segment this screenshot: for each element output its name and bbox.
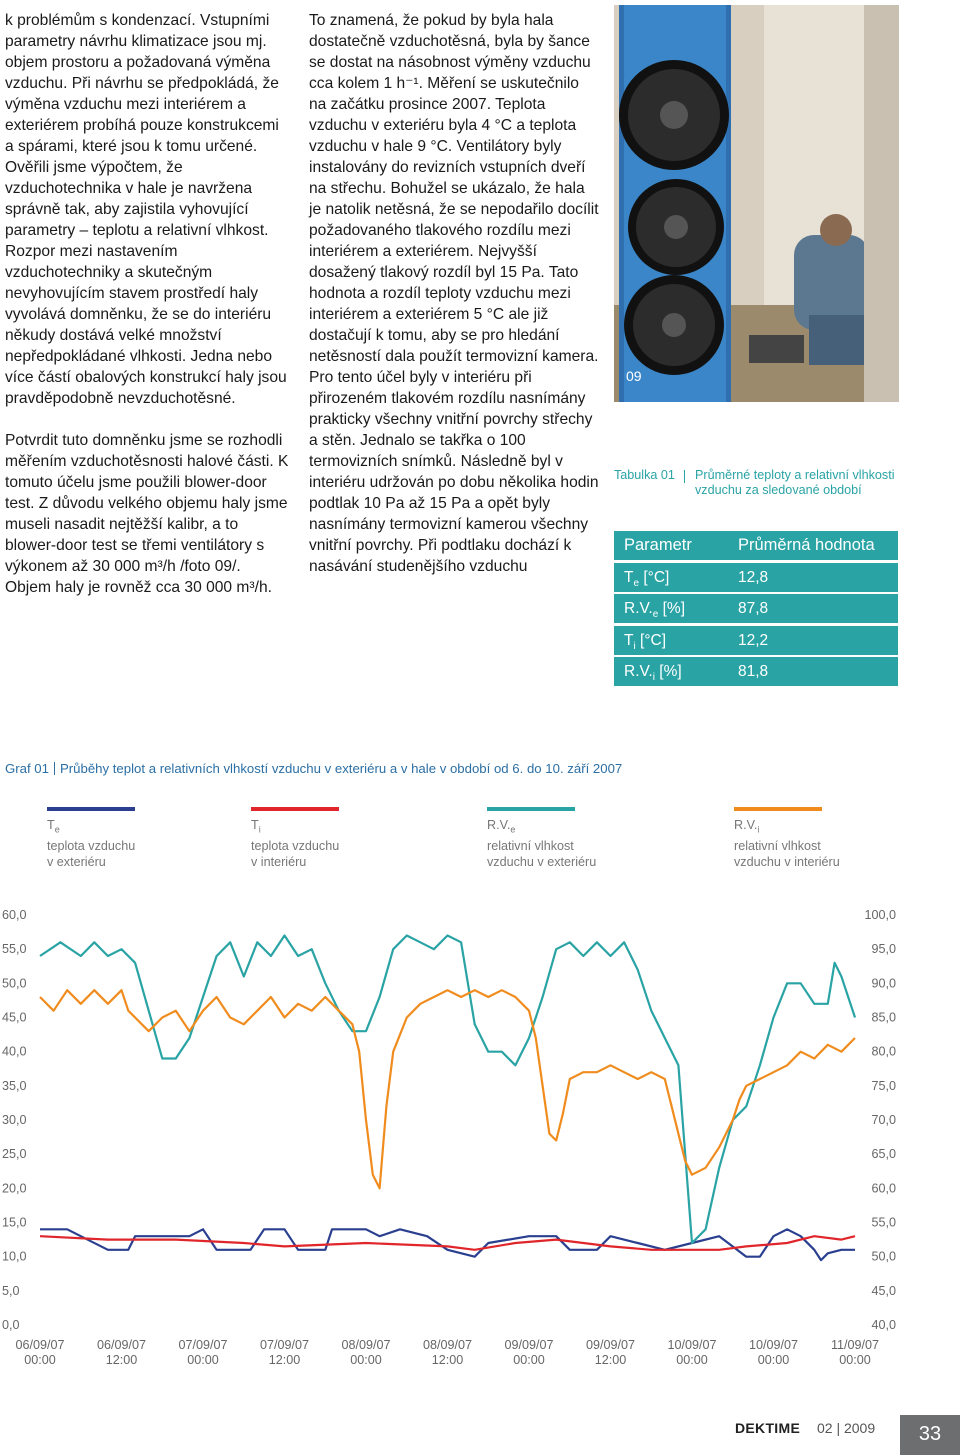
x-tick-label: 06/09/07 00:00 [15,1338,65,1367]
x-tick-label: 07/09/07 00:00 [178,1338,228,1367]
table-row [614,657,898,686]
legend-swatch [487,807,575,811]
magazine-brand: DEKTIME [735,1420,801,1436]
photo-blower-door-fans [614,5,899,402]
y-right-tick-label: 65,0 [871,1147,896,1162]
x-tick-label: 09/09/07 00:00 [504,1338,554,1367]
y-right-tick-label: 100,0 [864,908,896,922]
left-paragraph-2: Potvrdit tuto domněnku jsme se rozhodli měřením vzduchotěsnosti halové části. K tomuto účelu jsme použili blower-door test. Z důvodu velkého objemu haly jsme museli nasadit nejtěžší kalibr, a to blower-door test se třemi ventilátory s výkonem až 30 000 m³/h /foto 09/. Objem haly je rovněž cca 30 000 m³/h. [5,432,289,596]
x-tick-label: 08/09/07 12:00 [422,1338,473,1367]
legend-label-line1: relativní vlhkost [487,838,574,853]
y-right-tick-label: 40,0 [871,1318,896,1332]
row-parameter: $T_i$ [°C] [624,631,667,652]
x-tick-label: 10/09/07 00:00 [667,1338,717,1367]
row-value: 81,8 [738,663,769,681]
caption-divider [684,470,685,483]
y-right-tick-label: 45,0 [871,1283,896,1298]
legend-label-line2: v exteriéru [47,854,106,869]
y-right-tick-label: 80,0 [871,1044,896,1059]
y-left-tick-label: 45,0 [2,1010,27,1025]
legend-label-line2: v interiéru [251,854,307,869]
row-value: 12,2 [738,631,769,649]
x-tick-label: 08/09/07 00:00 [341,1338,391,1367]
x-tick-label: 07/09/07 12:00 [259,1338,310,1367]
series-line-ti [40,1236,855,1250]
y-right-tick-label: 85,0 [871,1010,896,1025]
table-row [614,563,898,592]
y-left-tick-label: 55,0 [2,942,27,957]
legend-item [487,807,596,870]
page-number: 33 [900,1415,960,1455]
photo-number: 09 [626,368,642,384]
legend-label-line1: teplota vzduchu [251,838,340,853]
table-label: Tabulka 01 [614,468,675,482]
legend-label-line2: vzduchu v exteriéru [487,854,597,869]
y-right-tick-label: 75,0 [871,1078,896,1093]
y-right-tick-label: 95,0 [871,942,896,957]
legend-symbol: $R.V._i$ [734,818,760,835]
y-right-tick-label: 50,0 [871,1249,896,1264]
row-parameter: $R.V._e$ [%] [624,600,685,621]
photo-illustration [614,5,899,402]
y-left-tick-label: 50,0 [2,976,27,991]
table-row [614,594,898,623]
y-left-tick-label: 5,0 [2,1283,20,1298]
table-title: Průměrné teploty a relativní vlhkosti vzduchu za sledované období [695,468,895,497]
row-value: 87,8 [738,600,769,618]
y-left-tick-label: 0,0 [2,1318,20,1332]
legend-item [47,807,135,870]
y-left-tick-label: 20,0 [2,1181,27,1196]
legend-label-line1: relativní vlhkost [734,838,821,853]
series-line-rve [40,936,855,1244]
legend-swatch [47,807,135,811]
header-parameter: Parametr [624,536,692,554]
y-left-tick-label: 15,0 [2,1215,27,1230]
legend-item [734,807,840,870]
y-right-tick-label: 90,0 [871,976,896,991]
legend-symbol: $T_i$ [251,818,261,835]
graph-label: Graf 01 [5,761,49,776]
y-left-tick-label: 30,0 [2,1113,27,1127]
legend-swatch [734,807,822,811]
series-line-te [40,1229,855,1260]
y-left-tick-label: 25,0 [2,1147,27,1162]
y-right-tick-label: 60,0 [871,1181,896,1196]
y-left-tick-label: 40,0 [2,1044,27,1059]
y-left-tick-label: 60,0 [2,908,27,922]
table-header-row [614,531,898,560]
legend-symbol: $T_e$ [47,818,60,835]
caption-divider [54,762,55,775]
row-parameter: $R.V._i$ [%] [624,663,682,684]
legend-swatch [251,807,339,811]
legend-symbol: $R.V._e$ [487,818,516,835]
x-tick-label: 11/09/07 00:00 [830,1338,880,1367]
y-right-tick-label: 55,0 [871,1215,896,1230]
chart-plot [0,905,960,1380]
x-tick-label: 06/09/07 12:00 [96,1338,147,1367]
graph-caption [5,761,622,776]
y-left-tick-label: 10,0 [2,1249,27,1264]
x-tick-label: 09/09/07 12:00 [585,1338,636,1367]
middle-paragraph-1: To znamená, že pokud by byla hala dostatečně vzduchotěsná, byla by šance se dostat na násobnost výměny vzduchu cca kolem 1 h⁻¹. Měření se uskutečnilo na začátku prosince 2007. Teplota vzduchu v exteriéru byla 4 °C a teplota vzduchu v hale 9 °C. Ventilátory byly instalovány do revizních vstupních dveří na střechu. Bohužel se ukázalo, že hala je natolik netěsná, že se nepodařilo docílit požadovaného tlakového rozdílu mezi interiérem a exteriérem. Nejvyšší dosažený tlakový rozdíl byl 15 Pa. Tato hodnota a rozdíl teploty vzduchu mezi interiérem a exteriérem 5 °C ale již dostačují k tomu, aby se pro hledání netěsností dala použít termovizní kamera. Pro tento účel byly v interiéru při přirozeném tlakovém rozdílu nasnímány prakticky všechny vnitřní povrchy střechy a stěn. Jednalo se takřka o 100 termovizních snímků. Následně byl v interiéru udržován po dobu několika hodin podtlak 10 Pa až 15 Pa a opět byly nasnímány termovizní kamerou všechny vnitřní povrchy. Při podtlaku dochází k nasávání studenějšího vzduchu [309,12,599,575]
average-values-table [614,531,898,689]
left-text-column [5,10,290,598]
table-row [614,626,898,655]
row-parameter: $T_e$ [°C] [624,568,670,589]
legend-item [251,807,339,870]
graph-title: Průběhy teplot a relativních vlhkostí vzduchu v exteriéru a v hale v období od 6. do 10. září 2007 [59,761,623,776]
middle-text-column [309,10,599,577]
y-left-tick-label: 35,0 [2,1078,27,1093]
row-value: 12,8 [738,568,769,586]
left-paragraph-1: k problémům s kondenzací. Vstupními parametry návrhu klimatizace jsou mj. objem prostoru a požadovaná výměna vzduchu. Při návrhu se předpokládá, že výměna vzduchu mezi interiérem a exteriérem probíhá pouze konstrukcemi a spárami, které jsou k tomu určené. Ověřili jsme výpočtem, že vzduchotechnika v hale je navržena správně tak, aby zajistila vyhovující parametry – teplotu a relativní vlhkost. Rozpor mezi nastavením vzduchotechniky a skutečným nevyhovujícím stavem prostředí haly vyvolává domněnku, že se do interiéru někudy dostává velké množství nepředpokládané vlhkosti. Jedna nebo více částí obalových konstrukcí haly jsou pravděpodobně nevzduchotěsné. [5,12,287,407]
x-tick-label: 10/09/07 00:00 [748,1338,799,1367]
series-line-rvi [40,990,855,1188]
legend-label-line2: vzduchu v interiéru [734,854,840,869]
legend-label-line1: teplota vzduchu [47,838,136,853]
y-right-tick-label: 70,0 [871,1113,896,1127]
header-average: Průměrná hodnota [738,536,875,554]
magazine-issue: 02 | 2009 [817,1420,876,1436]
